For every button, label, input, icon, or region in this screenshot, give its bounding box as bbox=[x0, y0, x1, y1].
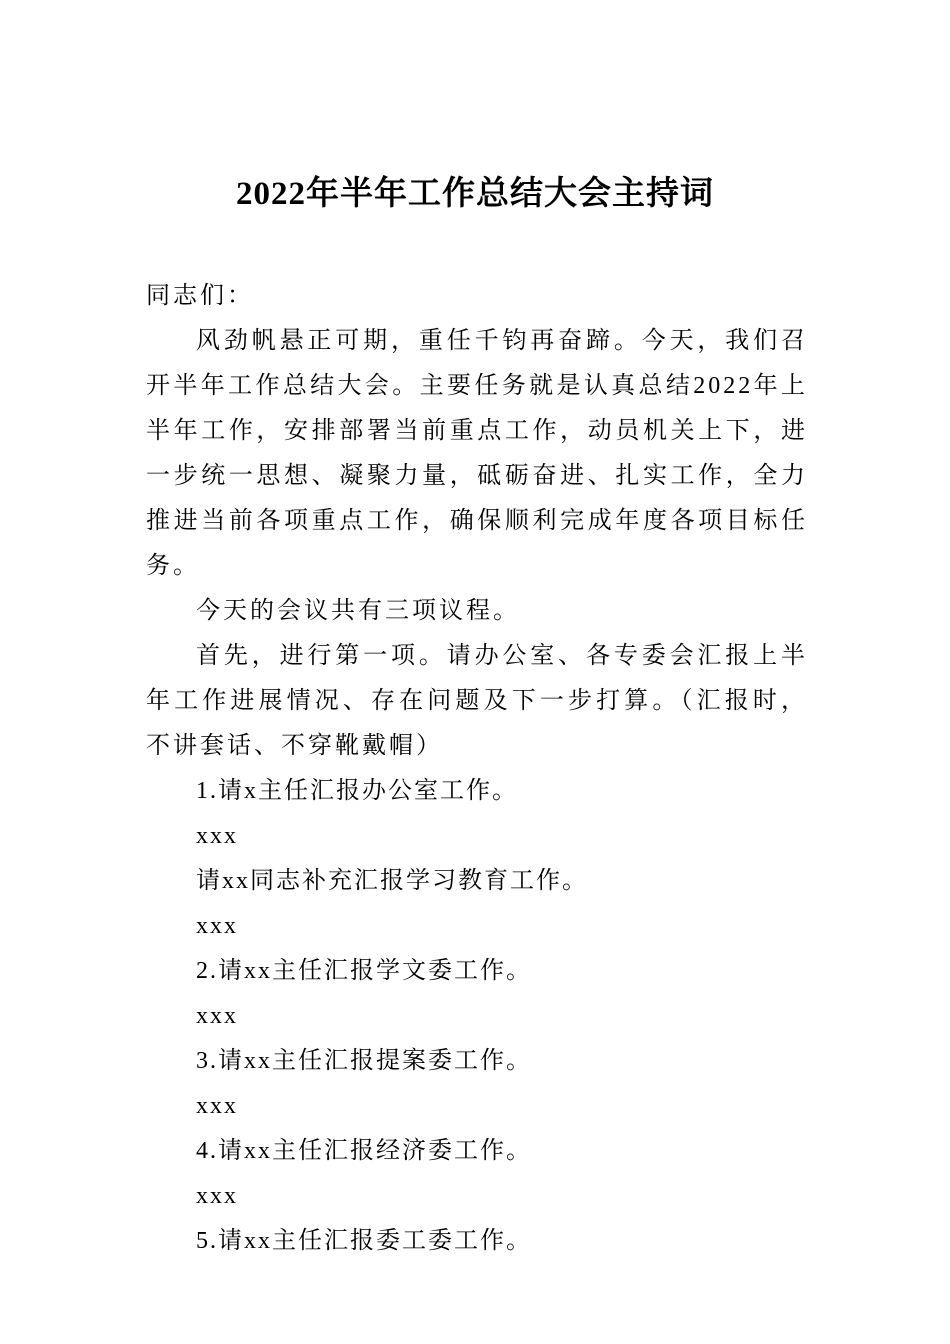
paragraph-first-item: 首先，进行第一项。请办公室、各专委会汇报上半年工作进展情况、存在问题及下一步打算。（汇报时，不讲套话、不穿靴戴帽） bbox=[146, 643, 808, 759]
paragraph-agenda: 今天的会议共有三项议程。 bbox=[196, 598, 520, 624]
list-item: xxx bbox=[196, 1183, 238, 1209]
list-item: 1.请x主任汇报办公室工作。 bbox=[196, 778, 518, 804]
greeting: 同志们： bbox=[146, 283, 254, 309]
paragraph-opening: 风劲帆悬正可期，重任千钧再奋蹄。今天，我们召开半年工作总结大会。主要任务就是认真总结2022年上半年工作，安排部署当前重点工作，动员机关上下，进一步统一思想、凝聚力量，砥砺奋进、扎实工作，全力推进当前各项重点工作，确保顺利完成年度各项目标任务。 bbox=[146, 328, 808, 579]
list-item: 5.请xx主任汇报委工委工作。 bbox=[196, 1228, 532, 1254]
list-item: xxx bbox=[196, 913, 238, 939]
document-body bbox=[146, 274, 808, 1264]
list-item: 4.请xx主任汇报经济委工作。 bbox=[196, 1138, 532, 1164]
list-item: 请xx同志补充汇报学习教育工作。 bbox=[196, 868, 588, 894]
list-item: 3.请xx主任汇报提案委工作。 bbox=[196, 1048, 532, 1074]
document-title: 2022年半年工作总结大会主持词 bbox=[236, 176, 714, 212]
list-item: xxx bbox=[196, 1003, 238, 1029]
list-item: 2.请xx主任汇报学文委工作。 bbox=[196, 958, 532, 984]
list-item: xxx bbox=[196, 823, 238, 849]
list-item: xxx bbox=[196, 1093, 238, 1119]
